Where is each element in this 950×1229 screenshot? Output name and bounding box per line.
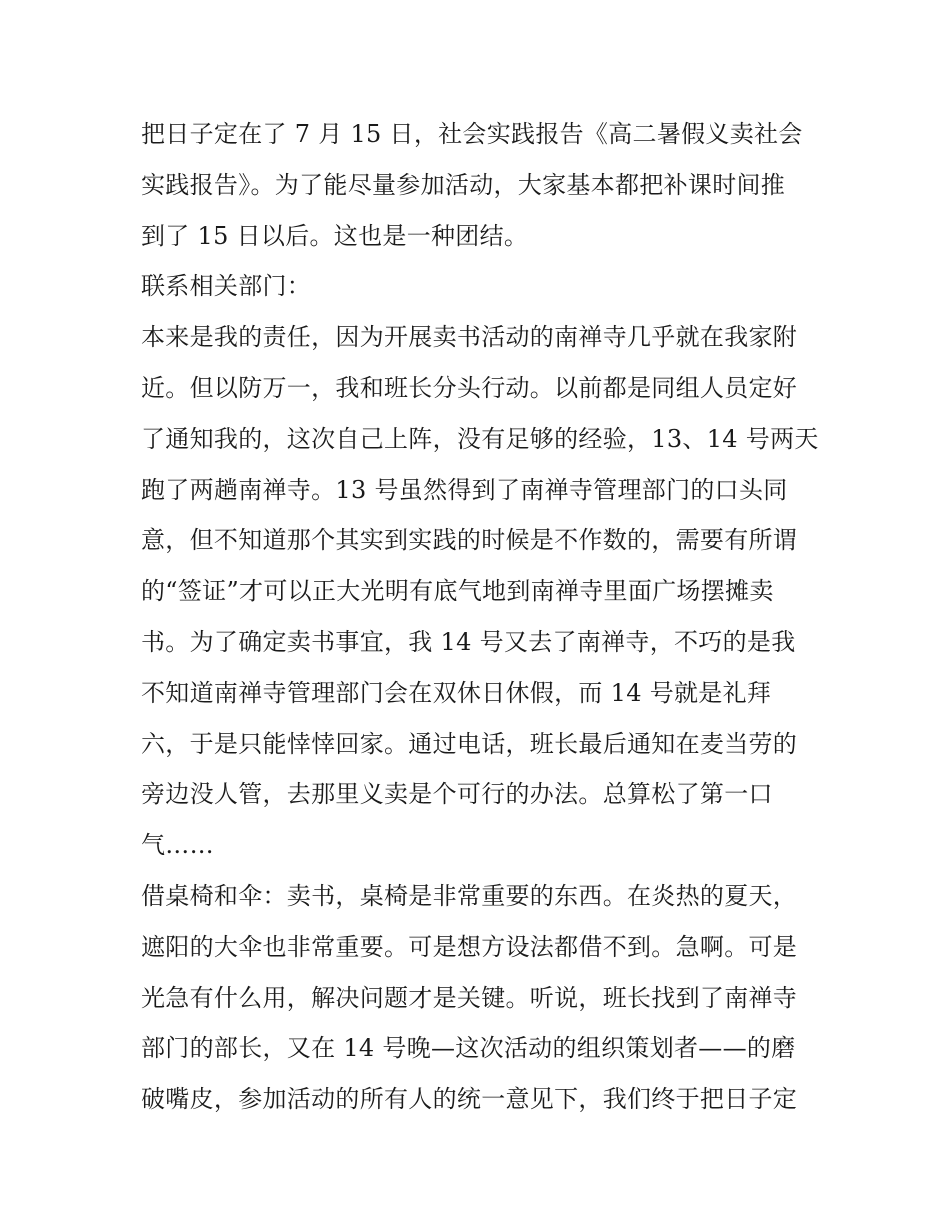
- text-line: 旁边没人管，去那里义卖是个可行的办法。总算松了第一口: [141, 780, 773, 809]
- text-line: 气……: [141, 831, 214, 860]
- body-text: [141, 109, 821, 1125]
- text-line: 到了 15 日以后。这也是一种团结。: [141, 221, 529, 250]
- text-line: 把日子定在了 7 月 15 日，社会实践报告《高二暑假义卖社会: [141, 120, 803, 148]
- text-line: 借桌椅和伞：卖书，桌椅是非常重要的东西。在炎热的夏天，: [141, 881, 798, 910]
- text-line: 近。但以防万一，我和班长分头行动。以前都是同组人员定好: [141, 373, 798, 402]
- text-line: 跑了两趟南禅寺。13 号虽然得到了南禅寺管理部门的口头同: [141, 475, 788, 504]
- text-line: 不知道南禅寺管理部门会在双休日休假，而 14 号就是礼拜: [141, 678, 772, 707]
- text-line: 本来是我的责任，因为开展卖书活动的南禅寺几乎就在我家附: [141, 323, 798, 352]
- text-line: 的“签证”才可以正大光明有底气地到南禅寺里面广场摆摊卖: [141, 577, 774, 606]
- text-line: 破嘴皮，参加活动的所有人的统一意见下，我们终于把日子定: [141, 1085, 798, 1114]
- text-line: 光急有什么用，解决问题才是关键。听说，班长找到了南禅寺: [141, 983, 798, 1012]
- text-line: 部门的部长，又在 14 号晚—这次活动的组织策划者——的磨: [141, 1034, 796, 1063]
- text-line: 六，于是只能悻悻回家。通过电话，班长最后通知在麦当劳的: [141, 729, 798, 758]
- text-line: 意，但不知道那个其实到实践的时候是不作数的，需要有所谓: [141, 526, 798, 555]
- text-line: 实践报告》。为了能尽量参加活动，大家基本都把补课时间推: [141, 170, 786, 199]
- section-heading: 联系相关部门：: [141, 272, 312, 301]
- text-line: 书。为了确定卖书事宜，我 14 号又去了南禅寺，不巧的是我: [141, 627, 796, 656]
- text-line: 了通知我的，这次自己上阵，没有足够的经验，13、14 号两天: [141, 424, 819, 453]
- text-line: 遮阳的大伞也非常重要。可是想方设法都借不到。急啊。可是: [141, 932, 798, 961]
